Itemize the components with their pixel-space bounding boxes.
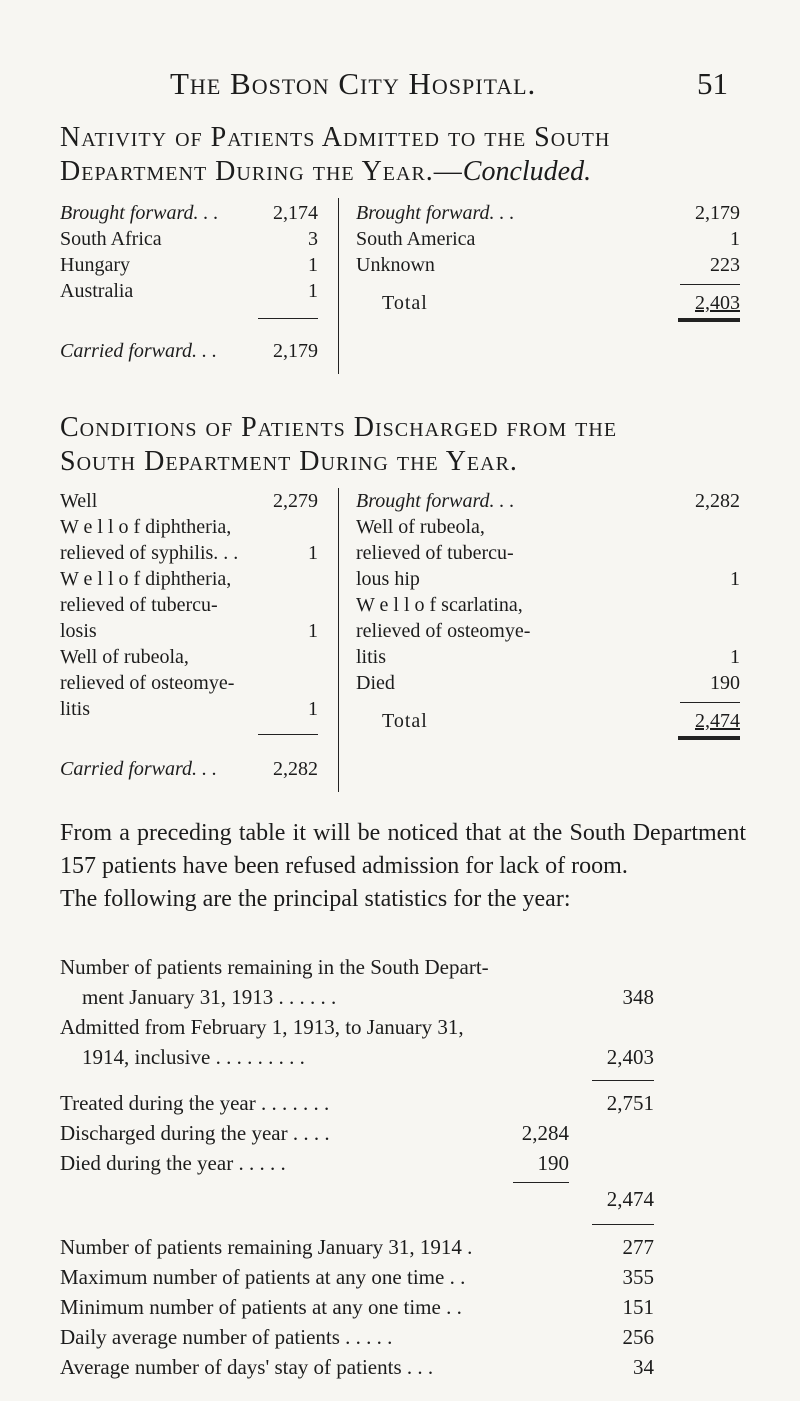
conditions-right-column [356,488,740,744]
carried-forward-value: 2,282 [273,758,318,780]
sum-rule [592,1080,654,1081]
stat-label: Discharged during the year . . . . [60,1121,330,1145]
sum-rule [258,318,318,319]
country-value: 1 [308,280,318,302]
condition-label: Well of rubeola, [60,646,189,668]
sum-rule [513,1182,569,1183]
body-paragraph [60,817,746,916]
total-value: 2,474 [695,710,740,732]
condition-label: lous hip [356,568,420,590]
brought-forward-label: Brought forward. . . [60,202,219,224]
stat-label: ment January 31, 1913 . . . . . . [82,985,337,1009]
brought-forward-value: 2,174 [273,202,318,224]
nativity-right-column [356,200,740,326]
condition-label: relieved of osteomye- [60,672,235,694]
stat-label: Average number of days' stay of patients . . . [60,1355,434,1379]
condition-label: relieved of tubercu- [356,542,514,564]
condition-label: litis [356,646,387,668]
conditions-title-line2: South Department During the Year. [60,446,518,477]
total-label: Total [382,292,428,314]
country-value: 1 [730,228,740,250]
condition-label: relieved of tubercu- [60,594,218,616]
carried-forward-value: 2,179 [273,340,318,362]
nativity-left-column [60,200,318,364]
stat-label: Number of patients remaining in the South Depart- [60,955,489,979]
stat-label: Daily average number of patients . . . . . [60,1325,393,1349]
sum-rule [258,734,318,735]
paragraph-text: From a preceding table it will be noticed that at the South Department 157 patients have been refused admission for lack of room. [60,820,746,879]
stat-label: Number of patients remaining January 31, 1914 . [60,1235,473,1259]
stat-subvalue: 2,284 [521,1121,569,1145]
statistics-table [60,952,654,1382]
country-label: Hungary [60,254,130,276]
stat-value: 151 [622,1295,654,1319]
column-divider [338,198,339,374]
nativity-title-concluded: Concluded. [462,156,592,187]
stat-value: 2,751 [606,1091,654,1115]
stat-value: 34 [633,1355,654,1379]
condition-label: W e l l o f diphtheria, [60,568,232,590]
page-number: 51 [697,66,728,101]
stat-value: 277 [622,1235,654,1259]
country-label: Unknown [356,254,435,276]
brought-forward-value: 2,282 [695,490,740,512]
stat-subvalue: 190 [537,1151,569,1175]
nativity-title-main: Department During the Year.— [60,156,463,187]
conditions-title-line1: Conditions of Patients Discharged from the [60,412,618,443]
double-rule [678,318,740,322]
country-label: South America [356,228,476,250]
column-divider [338,488,339,792]
country-value: 223 [710,254,740,276]
condition-label: W e l l o f diphtheria, [60,516,232,538]
total-value: 2,403 [695,292,740,314]
sum-rule [592,1224,654,1225]
condition-label: Well of rubeola, [356,516,485,538]
brought-forward-label: Brought forward. . . [356,490,515,512]
carried-forward-label: Carried forward. . . [60,340,218,362]
stat-label: Admitted from February 1, 1913, to January 31, [60,1015,464,1039]
condition-value: 1 [730,646,740,668]
stat-label: Treated during the year . . . . . . . [60,1091,330,1115]
paragraph-text: The following are the principal statistics for the year: [60,886,571,912]
stat-value: 355 [622,1265,654,1289]
stat-label: Minimum number of patients at any one time . . [60,1295,462,1319]
running-header [60,66,740,106]
total-label: Total [382,710,428,732]
condition-label: litis [60,698,91,720]
condition-value: 190 [710,672,740,694]
stat-label: Died during the year . . . . . [60,1151,286,1175]
condition-value: 1 [308,698,318,720]
condition-label: Well [60,490,98,512]
condition-value: 1 [308,542,318,564]
nativity-title-line1: Nativity of Patients Admitted to the South [60,122,611,153]
nativity-title-line2 [60,156,760,188]
condition-value: 1 [730,568,740,590]
brought-forward-value: 2,179 [695,202,740,224]
stat-value: 348 [622,985,654,1009]
country-label: Australia [60,280,134,302]
condition-label: relieved of syphilis. . . [60,542,239,564]
stat-label: 1914, inclusive . . . . . . . . . [82,1045,305,1069]
sum-rule [680,702,740,703]
country-value: 1 [308,254,318,276]
brought-forward-label: Brought forward. . . [356,202,515,224]
carried-forward-label: Carried forward. . . [60,758,218,780]
condition-value: 2,279 [273,490,318,512]
double-rule [678,736,740,740]
stat-label: Maximum number of patients at any one time . . [60,1265,466,1289]
conditions-left-column [60,488,318,782]
condition-value: 1 [308,620,318,642]
country-value: 3 [308,228,318,250]
country-label: South Africa [60,228,162,250]
running-title: The Boston City Hospital. [170,66,537,101]
sum-rule [680,284,740,285]
condition-label: relieved of osteomye- [356,620,531,642]
stat-value: 2,403 [606,1045,654,1069]
stat-value: 2,474 [606,1187,654,1211]
stat-value: 256 [622,1325,654,1349]
condition-label: losis [60,620,97,642]
condition-label: Died [356,672,395,694]
condition-label: W e l l o f scarlatina, [356,594,523,616]
